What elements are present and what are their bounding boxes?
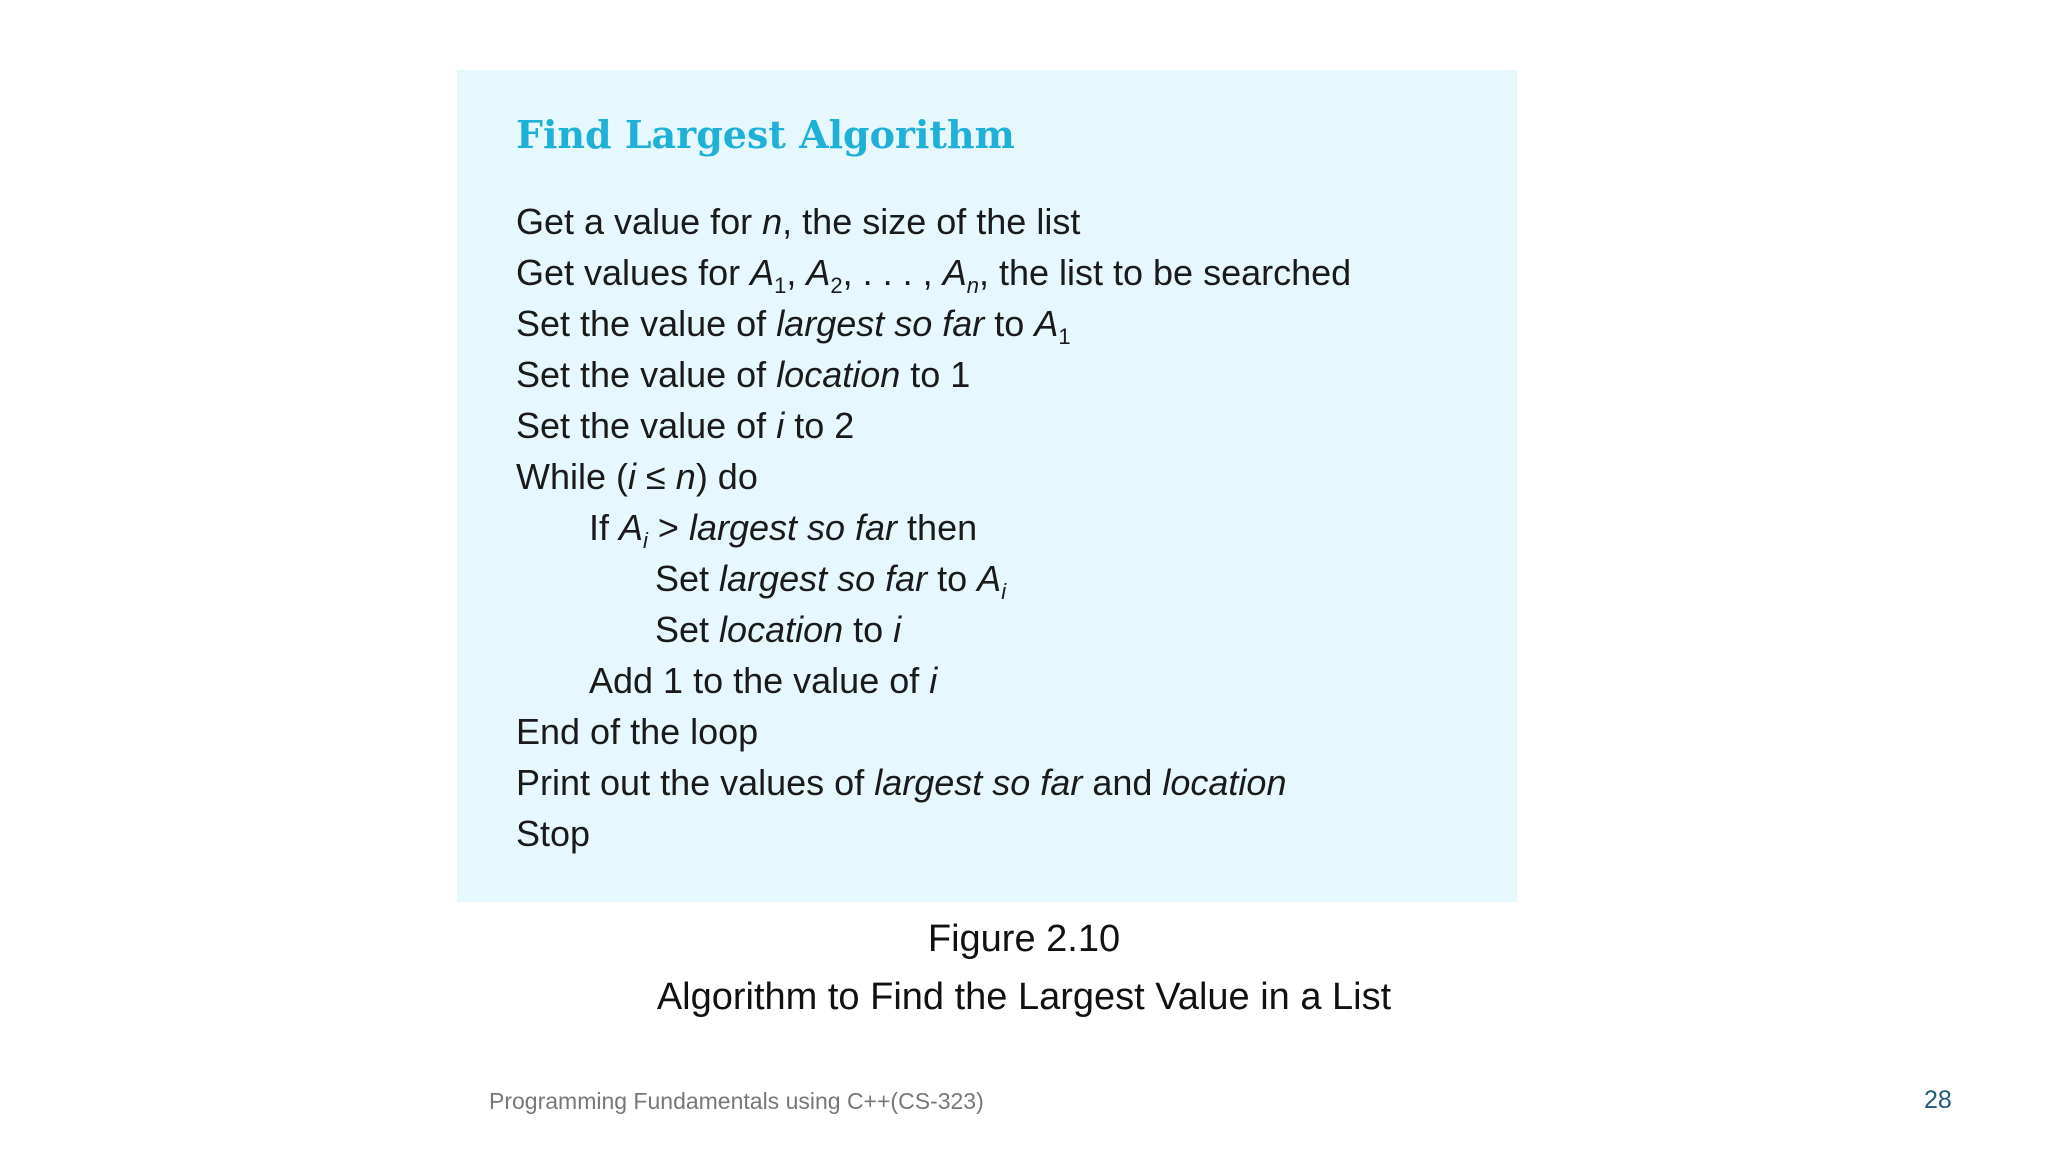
page-number: 28: [1924, 1086, 1952, 1114]
algorithm-step: Set the value of largest so far to $A_1$: [516, 303, 1071, 350]
figure-caption-number: Figure 2.10: [927, 918, 1121, 960]
algorithm-step: While (i ≤ n) do: [516, 456, 758, 497]
algorithm-steps: [516, 196, 1351, 859]
algorithm-step: Add 1 to the value of i: [589, 660, 938, 701]
algorithm-step: Set location to i: [655, 609, 902, 650]
algorithm-step: Print out the values of largest so far and location: [516, 762, 1287, 803]
algorithm-step: Set the value of location to 1: [516, 354, 971, 395]
algorithm-step: If $A_i$ > largest so far then: [589, 507, 978, 554]
algorithm-step: End of the loop: [516, 711, 759, 752]
algorithm-step: Set largest so far to $A_i$: [655, 558, 1007, 605]
algorithm-step: Stop: [516, 813, 591, 854]
algorithm-step: Set the value of i to 2: [516, 405, 855, 446]
algorithm-step: Get a value for n, the size of the list: [516, 201, 1081, 242]
figure-caption-title: Algorithm to Find the Largest Value in a List: [656, 976, 1392, 1018]
algorithm-step: Get values for $A_1$, $A_2$, . . . , $A_n$, the list to be searched: [516, 252, 1352, 299]
figure-title: Find Largest Algorithm: [516, 112, 1015, 157]
footer-course-name: Programming Fundamentals using C++(CS-323): [489, 1088, 984, 1114]
